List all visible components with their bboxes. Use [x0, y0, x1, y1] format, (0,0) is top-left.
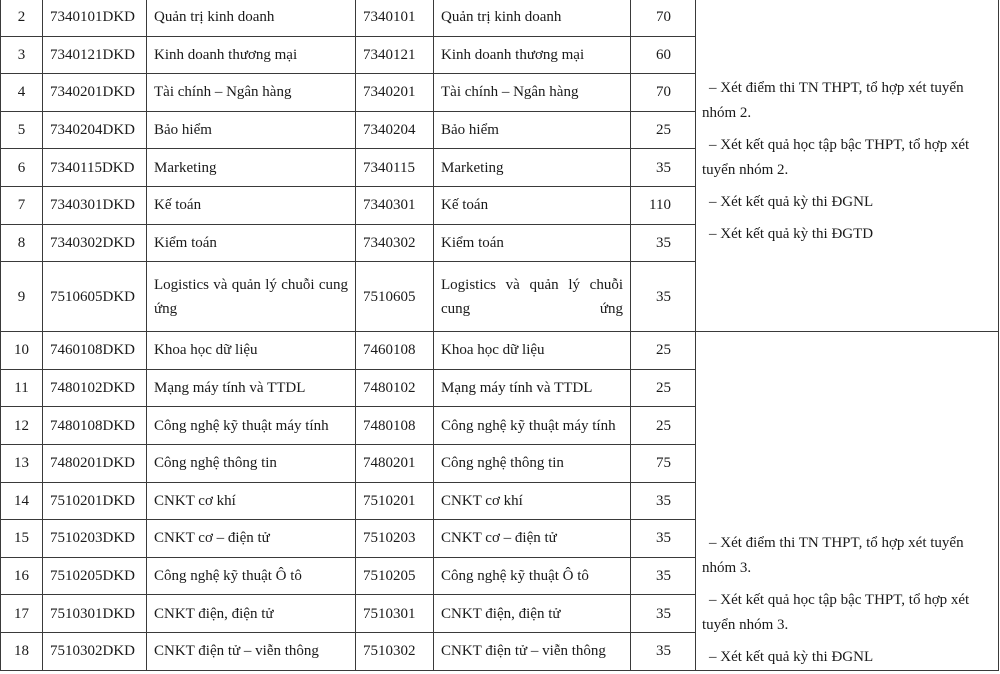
quota: 110 — [631, 186, 696, 224]
quota: 60 — [631, 36, 696, 74]
method-item: – Xét kết quả kỳ thi ĐGNL — [709, 648, 874, 665]
admission-code: 7510605DKD — [43, 262, 147, 332]
major-code: 7480108 — [356, 407, 434, 445]
row-number: 18 — [1, 632, 43, 670]
method-item: – Xét kết quả kỳ thi ĐGTD — [709, 226, 874, 243]
method-item: – Xét điểm thi TN THPT, tổ hợp xét tuyển nhóm 2. — [702, 80, 964, 122]
quota: 25 — [631, 332, 696, 370]
quota: 70 — [631, 74, 696, 112]
admission-code: 7340302DKD — [43, 224, 147, 262]
major-code: 7480201 — [356, 444, 434, 482]
major-code: 7340101 — [356, 0, 434, 36]
major-name: Bảo hiểm — [434, 111, 631, 149]
major-name: Tài chính – Ngân hàng — [434, 74, 631, 112]
table-row — [1, 0, 999, 36]
major-name: Quản trị kinh doanh — [434, 0, 631, 36]
admission-name: CNKT điện tử – viễn thông — [147, 632, 356, 670]
major-code: 7340204 — [356, 111, 434, 149]
row-number: 8 — [1, 224, 43, 262]
admission-code: 7510203DKD — [43, 520, 147, 558]
admission-name: Kiểm toán — [147, 224, 356, 262]
row-number: 3 — [1, 36, 43, 74]
major-code: 7510205 — [356, 557, 434, 595]
admission-name: CNKT điện, điện tử — [147, 595, 356, 633]
method-item: – Xét điểm thi TN THPT, tổ hợp xét tuyển nhóm 3. — [702, 534, 964, 576]
admission-name: Bảo hiểm — [147, 111, 356, 149]
major-name: Khoa học dữ liệu — [434, 332, 631, 370]
table-row — [1, 332, 999, 370]
row-number: 12 — [1, 407, 43, 445]
major-name: Công nghệ kỹ thuật Ô tô — [434, 557, 631, 595]
admission-code: 7340201DKD — [43, 74, 147, 112]
row-number: 11 — [1, 369, 43, 407]
row-number: 14 — [1, 482, 43, 520]
major-code: 7510203 — [356, 520, 434, 558]
quota: 35 — [631, 224, 696, 262]
admission-code: 7510302DKD — [43, 632, 147, 670]
major-code: 7340115 — [356, 149, 434, 187]
major-name: Logistics và quản lý chuỗi cung ứng — [434, 262, 631, 332]
admission-code: 7510301DKD — [43, 595, 147, 633]
major-code: 7340302 — [356, 224, 434, 262]
quota: 35 — [631, 595, 696, 633]
admission-code: 7340101DKD — [43, 0, 147, 36]
admission-name: Kế toán — [147, 186, 356, 224]
admission-name: Công nghệ kỹ thuật máy tính — [147, 407, 356, 445]
admission-methods-group-3 — [696, 332, 999, 670]
quota: 35 — [631, 632, 696, 670]
major-name: Mạng máy tính và TTDL — [434, 369, 631, 407]
admission-name: Khoa học dữ liệu — [147, 332, 356, 370]
admission-name: Marketing — [147, 149, 356, 187]
quota: 35 — [631, 482, 696, 520]
row-number: 2 — [1, 0, 43, 36]
quota: 35 — [631, 520, 696, 558]
admission-code: 7340301DKD — [43, 186, 147, 224]
major-name: Kế toán — [434, 186, 631, 224]
admission-name: Mạng máy tính và TTDL — [147, 369, 356, 407]
admission-code: 7340115DKD — [43, 149, 147, 187]
quota: 25 — [631, 369, 696, 407]
major-name: CNKT điện, điện tử — [434, 595, 631, 633]
major-name: Marketing — [434, 149, 631, 187]
major-code: 7480102 — [356, 369, 434, 407]
quota: 75 — [631, 444, 696, 482]
major-code: 7510302 — [356, 632, 434, 670]
major-code: 7510605 — [356, 262, 434, 332]
admission-methods-group-2 — [696, 0, 999, 332]
admission-code: 7480108DKD — [43, 407, 147, 445]
admission-name: Công nghệ thông tin — [147, 444, 356, 482]
major-code: 7510301 — [356, 595, 434, 633]
quota: 25 — [631, 407, 696, 445]
admission-code: 7480201DKD — [43, 444, 147, 482]
admission-name: CNKT cơ – điện tử — [147, 520, 356, 558]
admission-name: Công nghệ kỹ thuật Ô tô — [147, 557, 356, 595]
admission-code: 7340121DKD — [43, 36, 147, 74]
quota: 25 — [631, 111, 696, 149]
row-number: 10 — [1, 332, 43, 370]
quota: 35 — [631, 262, 696, 332]
major-name: Công nghệ thông tin — [434, 444, 631, 482]
major-name: CNKT điện tử – viễn thông — [434, 632, 631, 670]
row-number: 4 — [1, 74, 43, 112]
row-number: 17 — [1, 595, 43, 633]
method-item: – Xét kết quả kỳ thi ĐGNL — [709, 194, 874, 211]
quota: 70 — [631, 0, 696, 36]
major-code: 7340121 — [356, 36, 434, 74]
row-number: 16 — [1, 557, 43, 595]
quota: 35 — [631, 557, 696, 595]
major-code: 7510201 — [356, 482, 434, 520]
major-code: 7340201 — [356, 74, 434, 112]
major-code: 7460108 — [356, 332, 434, 370]
major-name: CNKT cơ khí — [434, 482, 631, 520]
admission-code: 7340204DKD — [43, 111, 147, 149]
admission-name: Kinh doanh thương mại — [147, 36, 356, 74]
quota: 35 — [631, 149, 696, 187]
major-name: Kiểm toán — [434, 224, 631, 262]
admission-code: 7480102DKD — [43, 369, 147, 407]
row-number: 7 — [1, 186, 43, 224]
major-name: Công nghệ kỹ thuật máy tính — [434, 407, 631, 445]
major-name: Kinh doanh thương mại — [434, 36, 631, 74]
row-number: 15 — [1, 520, 43, 558]
admission-name: Quản trị kinh doanh — [147, 0, 356, 36]
admission-name: Logistics và quản lý chuỗi cung ứng — [147, 262, 356, 332]
row-number: 5 — [1, 111, 43, 149]
admission-name: CNKT cơ khí — [147, 482, 356, 520]
row-number: 9 — [1, 262, 43, 332]
admission-code: 7510201DKD — [43, 482, 147, 520]
row-number: 13 — [1, 444, 43, 482]
major-name: CNKT cơ – điện tử — [434, 520, 631, 558]
admission-name: Tài chính – Ngân hàng — [147, 74, 356, 112]
admission-code: 7510205DKD — [43, 557, 147, 595]
method-item: – Xét kết quả học tập bậc THPT, tổ hợp xét tuyển nhóm 3. — [702, 591, 970, 633]
row-number: 6 — [1, 149, 43, 187]
method-item: – Xét kết quả học tập bậc THPT, tổ hợp xét tuyển nhóm 2. — [702, 137, 970, 179]
major-code: 7340301 — [356, 186, 434, 224]
admission-code: 7460108DKD — [43, 332, 147, 370]
